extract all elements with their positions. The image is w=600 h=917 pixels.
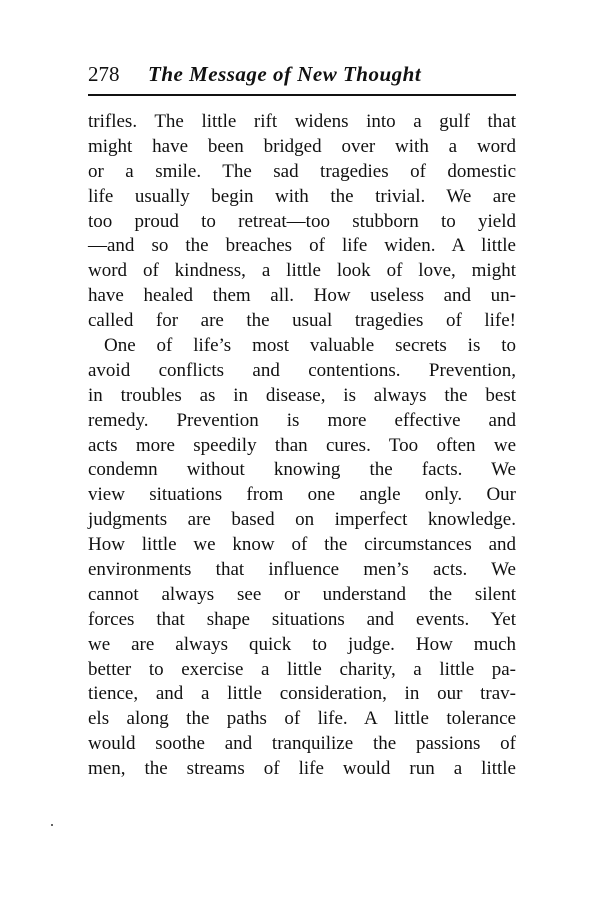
text-line: acts more speedily than cures. Too often we <box>88 434 516 456</box>
text-line: judgments are based on imperfect knowledge. <box>88 509 516 531</box>
text-line: life usually begin with the trivial. We are <box>88 185 516 207</box>
text-line: too proud to retreat—too stubborn to yield <box>88 210 516 232</box>
text-line: called for are the usual tragedies of life! <box>88 310 516 332</box>
text-line: How little we know of the circumstances and <box>88 534 516 556</box>
text-line: environments that influence men’s acts. We <box>88 559 516 581</box>
text-line: have healed them all. How useless and un- <box>88 285 516 307</box>
text-line: forces that shape situations and events. Yet <box>88 608 516 630</box>
page-number: 278 <box>88 62 120 86</box>
text-line: trifles. The little rift widens into a gulf that <box>88 111 516 132</box>
scan-speck <box>51 824 53 826</box>
text-line: we are always quick to judge. How much <box>88 633 516 655</box>
text-line: in troubles as in disease, is always the best <box>88 384 516 406</box>
text-line: cannot always see or understand the silent <box>88 583 516 605</box>
text-line: better to exercise a little charity, a little pa- <box>88 658 516 680</box>
running-header <box>88 60 516 90</box>
text-line: would soothe and tranquilize the passions of <box>88 733 516 755</box>
text-line: or a smile. The sad tragedies of domestic <box>88 160 516 182</box>
paragraph-start-line: One of life’s most valuable secrets is to <box>104 335 516 357</box>
text-line: men, the streams of life would run a little <box>88 758 516 780</box>
text-line: els along the paths of life. A little tolerance <box>88 708 516 730</box>
text-line: might have been bridged over with a word <box>88 135 516 157</box>
running-title: The Message of New Thought <box>148 62 422 86</box>
text-line: —and so the breaches of life widen. A little <box>88 235 516 257</box>
text-line: word of kindness, a little look of love, might <box>88 260 516 282</box>
text-line: condemn without knowing the facts. We <box>88 459 516 481</box>
text-line: remedy. Prevention is more effective and <box>88 409 516 431</box>
text-line: tience, and a little consideration, in our trav- <box>88 683 516 705</box>
text-line: avoid conflicts and contentions. Prevention, <box>88 359 516 381</box>
text-line: view situations from one angle only. Our <box>88 484 516 506</box>
header-rule <box>88 94 516 96</box>
body-text <box>88 110 516 782</box>
